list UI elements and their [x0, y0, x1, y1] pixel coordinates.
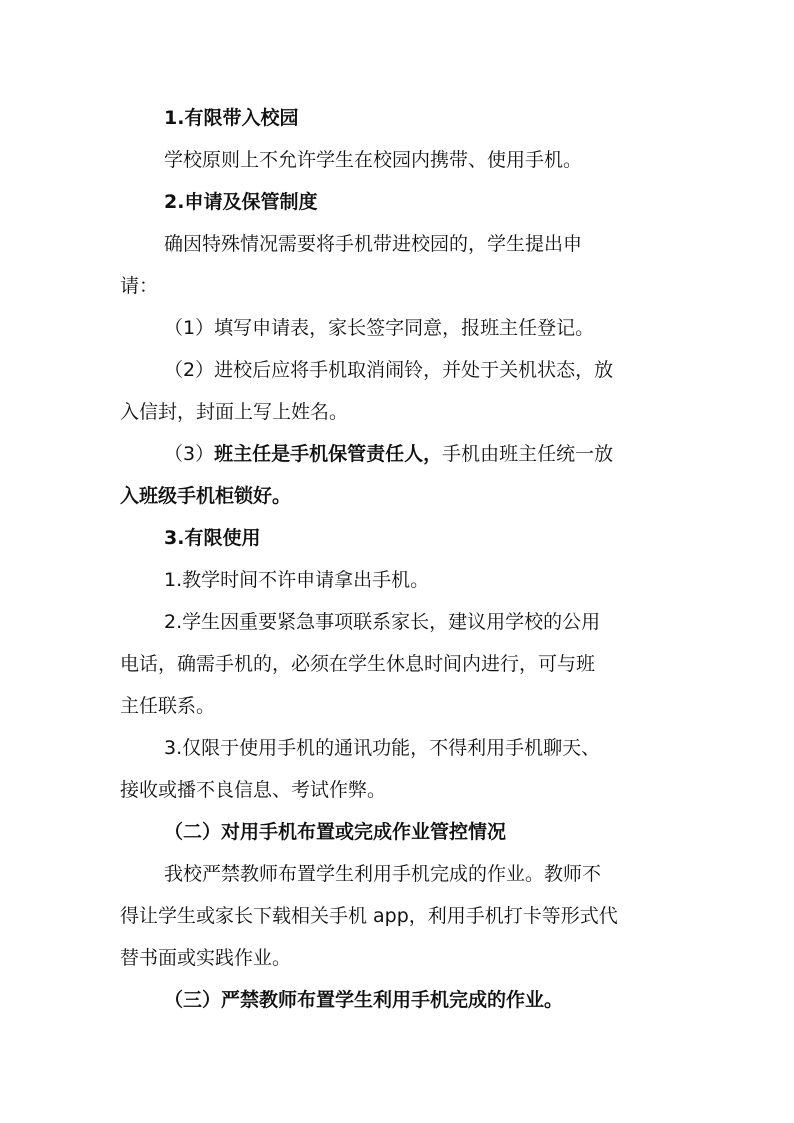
list-item-3-line1	[164, 440, 613, 468]
section2-intro-line1: 确因特殊情况需要将手机带进校园的，学生提出申	[164, 233, 583, 255]
section2-intro-line2: 请：	[120, 275, 159, 297]
use-rule-3-line2: 接收或播不良信息、考试作弊。	[120, 779, 387, 801]
part2-line3: 替书面或实践作业。	[120, 947, 292, 969]
use-rule-2-line3: 主任联系。	[120, 695, 216, 717]
list-item-3-line2: 入班级手机柜锁好。	[120, 485, 292, 507]
list-item-2-line1: （2）进校后应将手机取消闹铃，并处于关机状态，放	[164, 359, 614, 381]
list-item-3-prefix: （3）	[164, 443, 215, 465]
use-rule-1: 1.教学时间不许申请拿出手机。	[164, 569, 430, 591]
section1-heading: 1.有限带入校园	[164, 107, 299, 129]
part2-heading: （二）对用手机布置或完成作业管控情况	[164, 821, 507, 843]
part2-line1: 我校严禁教师布置学生利用手机完成的作业。教师不	[164, 863, 602, 885]
use-rule-2-line1: 2.学生因重要紧急事项联系家长，建议用学校的公用	[164, 611, 601, 633]
section1-paragraph: 学校原则上不允许学生在校园内携带、使用手机。	[164, 149, 583, 171]
section2-heading: 2.申请及保管制度	[164, 191, 318, 213]
list-item-2-line2: 入信封，封面上写上姓名。	[120, 401, 349, 423]
list-item-1: （1）填写申请表，家长签字同意，报班主任登记。	[164, 317, 595, 339]
section3-heading: 3.有限使用	[164, 527, 261, 549]
part3-heading: （三）严禁教师布置学生利用手机完成的作业。	[164, 989, 564, 1011]
part2-line2: 得让学生或家长下载相关手机 app，利用手机打卡等形式代	[120, 905, 618, 927]
use-rule-3-line1: 3.仅限于使用手机的通讯功能，不得利用手机聊天、	[164, 737, 601, 759]
list-item-3-emphasis: 班主任是手机保管责任人，	[214, 443, 443, 465]
use-rule-2-line2: 电话，确需手机的，必须在学生休息时间内进行，可与班	[120, 653, 596, 675]
list-item-3-rest: 手机由班主任统一放	[442, 443, 614, 465]
